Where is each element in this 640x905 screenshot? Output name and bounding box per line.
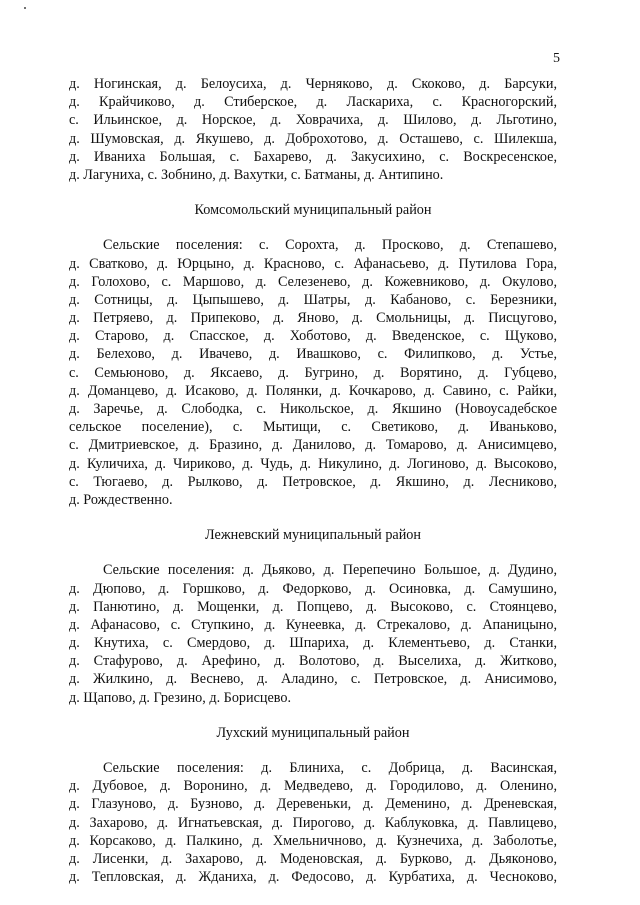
text-line: д. Куличиха, д. Чириково, д. Чудь, д. Никулино, д. Логиново, д. Высоково, — [69, 455, 557, 472]
text-line: с. Семьюново, д. Яксаево, д. Бугрино, д. Ворятино, д. Губцево, — [69, 364, 557, 381]
text-line: д. Тепловская, д. Жданиха, д. Федосово, д. Курбатиха, д. Чесноково, — [69, 869, 557, 886]
section-heading-komsomolsky: Комсомольский муниципальный район — [194, 202, 432, 219]
text-line: д. Дюпово, д. Горшково, д. Федорково, д. Осиновка, д. Самушино, — [69, 580, 557, 597]
text-line: д. Голохово, с. Маршово, д. Селезенево, д. Кожевниково, д. Окулово, — [69, 273, 557, 290]
page-number: 5 — [553, 51, 560, 66]
document-body — [69, 75, 557, 886]
text-line: д. Крайчиково, д. Стиберское, д. Ласкариха, с. Красногорский, — [69, 94, 557, 111]
text-line: д. Петряево, д. Припеково, д. Яново, д. Смольницы, д. Писцуговo, — [69, 310, 557, 327]
text-line: д. Сотницы, д. Цыпышево, д. Шатры, д. Кабаново, с. Березники, — [69, 291, 557, 308]
text-line: д. Сватково, д. Юрцыно, д. Красново, с. Афанасьево, д. Путилова Гора, — [69, 255, 557, 272]
text-line: с. Ильинское, д. Норское, д. Ховрачиха, д. Шилово, д. Льготино, — [69, 112, 557, 129]
text-line: д. Шумовская, д. Якушево, д. Доброхотово, д. Осташево, с. Шилекша, — [69, 130, 557, 147]
text-line: д. Жилкино, д. Веснево, д. Аладино, с. Петровское, д. Анисимово, — [69, 671, 557, 688]
section-heading-lezhnevsky: Лежневский муниципальный район — [205, 527, 421, 544]
text-line: д. Белехово, д. Ивачево, д. Ивашково, с. Филипково, д. Устье, — [69, 346, 557, 363]
text-line: д. Корсаково, д. Палкино, д. Хмельничново, д. Кузнечиха, д. Заболотье, — [69, 832, 557, 849]
text-line: д. Рождественно. — [69, 491, 173, 508]
text-line: Сельские поселения: д. Блиниха, с. Добрица, д. Васинская, — [103, 760, 557, 776]
text-line: д. Заречье, д. Слободка, с. Никольское, д. Якшино (Новоусадебское — [69, 401, 557, 417]
text-line: д. Афанасово, с. Ступкино, д. Кунеевка, д. Стрекалово, д. Апаницыно, — [69, 616, 557, 633]
text-line: с. Тюгаево, д. Рылково, д. Петровское, д. Якшино, д. Лесниково, — [69, 473, 557, 490]
text-line: д. Иваниха Большая, с. Бахарево, д. Закусихино, с. Воскресенское, — [69, 148, 557, 165]
text-line: д. Щапово, д. Грезино, д. Борисцево. — [69, 689, 292, 706]
text-line: д. Лисенки, д. Захарово, д. Моденовская, д. Бурково, д. Дьяконово, — [69, 850, 557, 867]
text-line: д. Панютино, д. Мощенки, д. Попцево, д. Высоково, с. Стоянцево, — [69, 598, 557, 615]
text-line: д. Дубовое, д. Воронино, д. Медведево, д. Городилово, д. Оленино, — [69, 778, 557, 795]
text-line: д. Старово, д. Спасское, д. Хоботово, д. Введенское, с. Щуково, — [69, 328, 557, 345]
text-line: д. Лагуниха, с. Зобнино, д. Вахутки, с. Батманы, д. Антипино. — [69, 166, 444, 183]
scan-speck — [24, 7, 26, 9]
text-line: с. Дмитриевское, д. Бразино, д. Данилово, д. Томарово, д. Анисимцево, — [69, 437, 557, 454]
text-line: д. Стафурово, д. Арефино, д. Волотово, д. Выселиха, д. Житково, — [69, 653, 557, 670]
text-line: д. Захарово, д. Игнатьевская, д. Пирогово, д. Каблуковка, д. Павлицево, — [69, 814, 557, 831]
text-line: Сельские поселения: с. Сорохта, д. Просково, д. Степашево, — [103, 237, 557, 254]
text-line: д. Глазуново, д. Бузново, д. Деревеньки, д. Деменино, д. Дреневская, — [69, 796, 557, 813]
text-line: д. Доманцево, д. Исаково, д. Полянки, д. Кочкарово, д. Савино, с. Райки, — [69, 382, 557, 399]
text-line: сельское поселение), с. Мытищи, с. Светиково, д. Иваньково, — [69, 419, 557, 436]
text-line: д. Ногинская, д. Белоусиха, д. Черняково, д. Скоково, д. Барсуки, — [69, 76, 557, 92]
text-line: д. Кнутиха, с. Смердово, д. Шпариха, д. Клементьево, д. Станки, — [69, 635, 557, 652]
section-heading-lukhsky: Лухский муниципальный район — [216, 724, 410, 741]
text-line: Сельские поселения: д. Дьяково, д. Перепечино Большое, д. Дудино, — [103, 562, 557, 579]
